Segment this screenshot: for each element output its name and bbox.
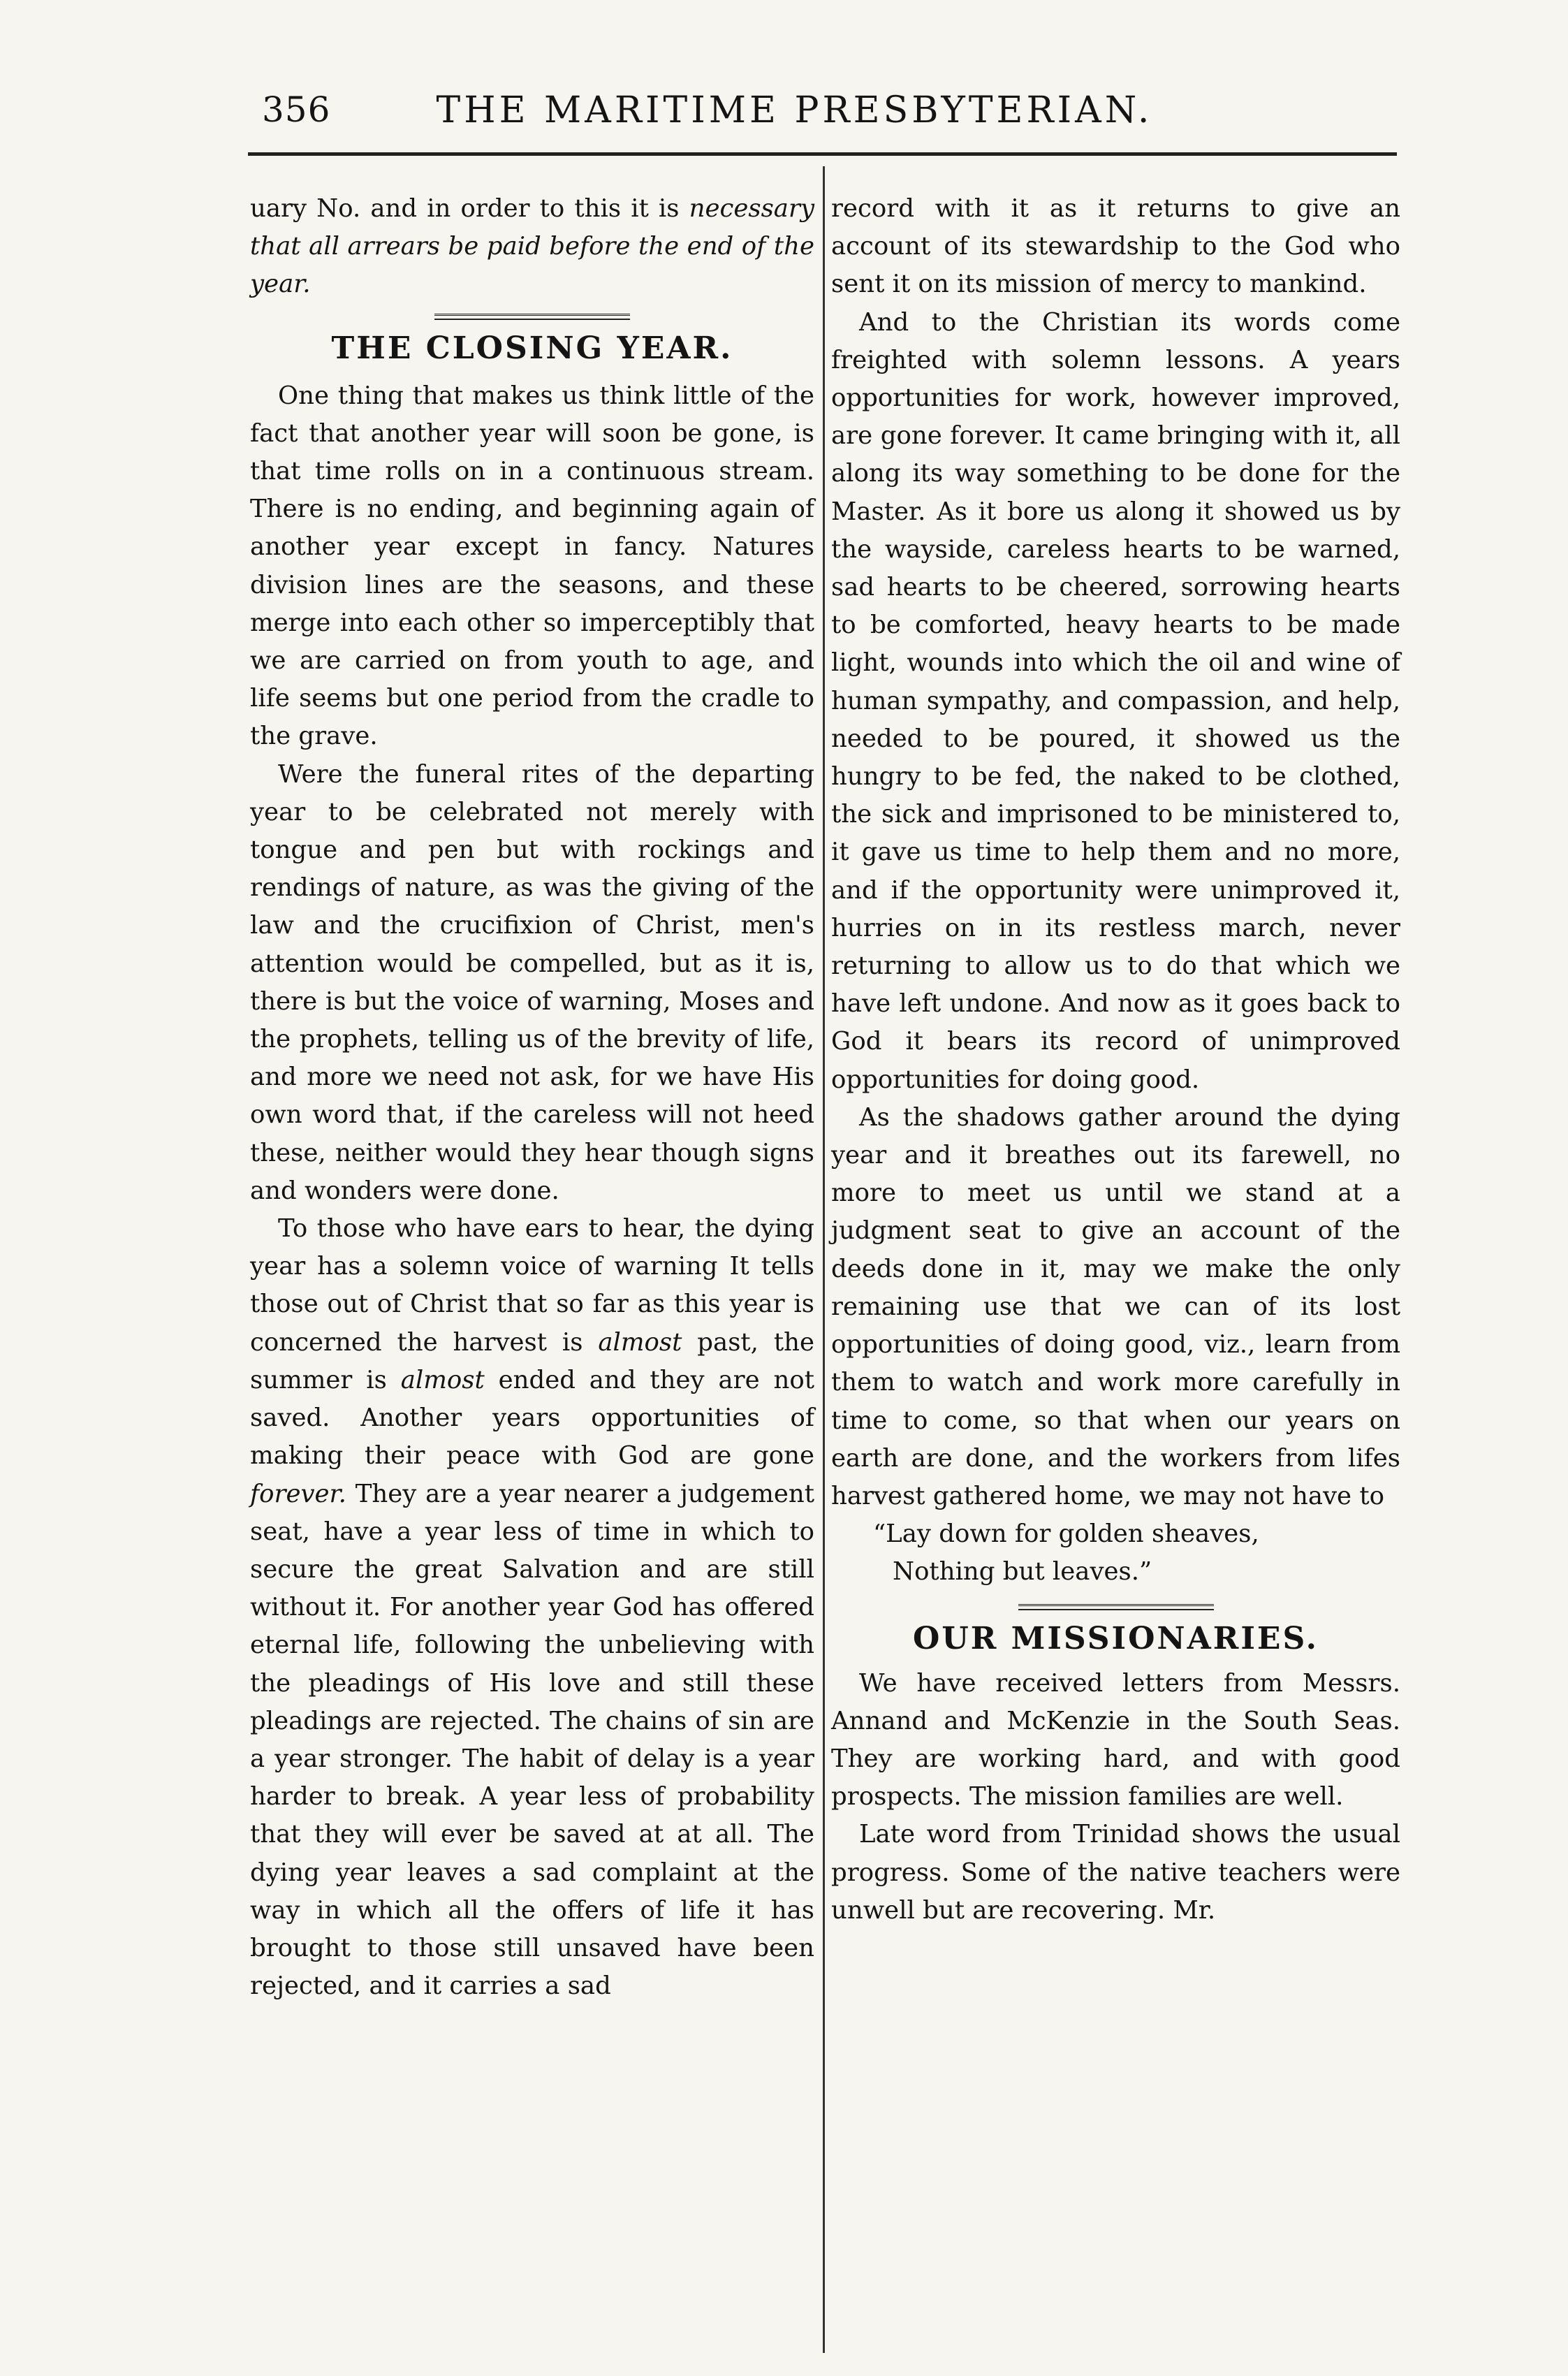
section-rule [434,314,630,320]
right-column [831,190,1400,1930]
intro-italic-text: necessary that all arrears be paid before the end of the year. [250,194,814,299]
verse-line-1: “Lay down for golden sheaves, [873,1519,1259,1549]
verse-line-2: Nothing but leaves.” [893,1557,1152,1587]
running-title: THE MARITIME PRESBYTERIAN. [436,89,1153,131]
missionaries-paragraph-2: Late word from Trinidad shows the usual progress. Some of the native teachers were unwell but are recovering. Mr. [831,1820,1400,1925]
column-divider [823,166,825,2353]
p3-text-1: To those who have ears to hear, the dying year has a solemn voice of warning It tells those out of Christ that so far as this year is concerned the harvest is [250,1214,814,1357]
p3-italic-1: almost [598,1327,682,1357]
closing-year-paragraph-3 [250,1210,814,2005]
header-rule [248,152,1397,156]
continuation-paragraph-1: record with it as it returns to give an account of its stewardship to the God who sent it on its mission of mercy to mankind. [831,194,1400,299]
continuation-paragraph-2: And to the Christian its words come freighted with solemn lessons. A years opportunities for work, however improved, are gone forever. It came bringing with it, all along its way something to be done for the Master. As it bore us along it showed us by the wayside, careless hearts to be warned, sad hearts to be cheered, sorrowing hearts to be comforted, heavy hearts to be made light, wounds into which the oil and wine of human sympathy, and compassion, and help, needed to be poured, it showed us the hungry to be fed, the naked to be clothed, the sick and imprisoned to be ministered to, it gave us time to help them and no more, and if the opportunity were unimproved it, hurries on in its restless march, never returning to allow us to do that which we have left undone. And now as it goes back to God it bears its record of unimproved opportunities for doing good. [831,307,1400,1094]
missionaries-heading: OUR MISSIONARIES. [913,1620,1319,1656]
p3-italic-3: forever. [250,1479,346,1508]
intro-text: uary No. and in order to this it is [250,194,689,223]
closing-year-paragraph-2: Were the funeral rites of the departing year to be celebrated not merely with tongue and pen but with rockings and rendings of nature, as was the giving of the law and the crucifixion of Christ, men's attention would be compelled, but as it is, there is but the voice of warning, Moses and the prophets, telling us of the brevity of life, and more we need not ask, for we have His own word that, if the careless will not heed these, neither would they hear though signs and wonders were done. [250,759,814,1205]
section-rule-2 [1018,1604,1214,1610]
page-number: 356 [262,89,331,130]
p3-text-3: ended and they are not saved. Another years opportunities of making their peace with God are gone [250,1365,814,1471]
p3-italic-2: almost [400,1365,485,1394]
closing-year-heading: THE CLOSING YEAR. [331,330,733,366]
verse-quote [831,1515,1400,1591]
left-column [250,190,814,2005]
closing-year-paragraph-1: One thing that makes us think little of the fact that another year will soon be gone, is that time rolls on in a continuous stream. There is no ending, and beginning again of another year except in fancy. Natures division lines are the seasons, and these merge into each other so imperceptibly that we are carried on from youth to age, and life seems but one period from the cradle to the grave. [250,381,814,751]
p3-text-2: past, the summer is [250,1327,814,1394]
intro-paragraph [250,190,814,304]
continuation-paragraph-3: As the shadows gather around the dying year and it breathes out its farewell, no more to meet us until we stand at a judgment seat to give an account of the deeds done in it, may we make the only remaining use that we can of its lost opportunities of doing good, viz., learn from them to watch and work more carefully in time to come, so that when our years on earth are done, and the workers from lifes harvest gathered home, we may not have to [831,1102,1400,1510]
p3-text-4: They are a year nearer a judgement seat, have a year less of time in which to secure the great Salvation and are still without it. For another year God has offered eternal life, following the unbelieving with the pleadings of His love and still these pleadings are rejected. The chains of sin are a year stronger. The habit of delay is a year harder to break. A year less of probability that they will ever be saved at at all. The dying year leaves a sad complaint at the way in which all the offers of life it has brought to those still unsaved have been rejected, and it carries a sad [250,1479,814,2001]
missionaries-paragraph-1: We have received letters from Messrs. Annand and McKenzie in the South Seas. They are working hard, and with good prospects. The mission families are well. [831,1668,1400,1812]
